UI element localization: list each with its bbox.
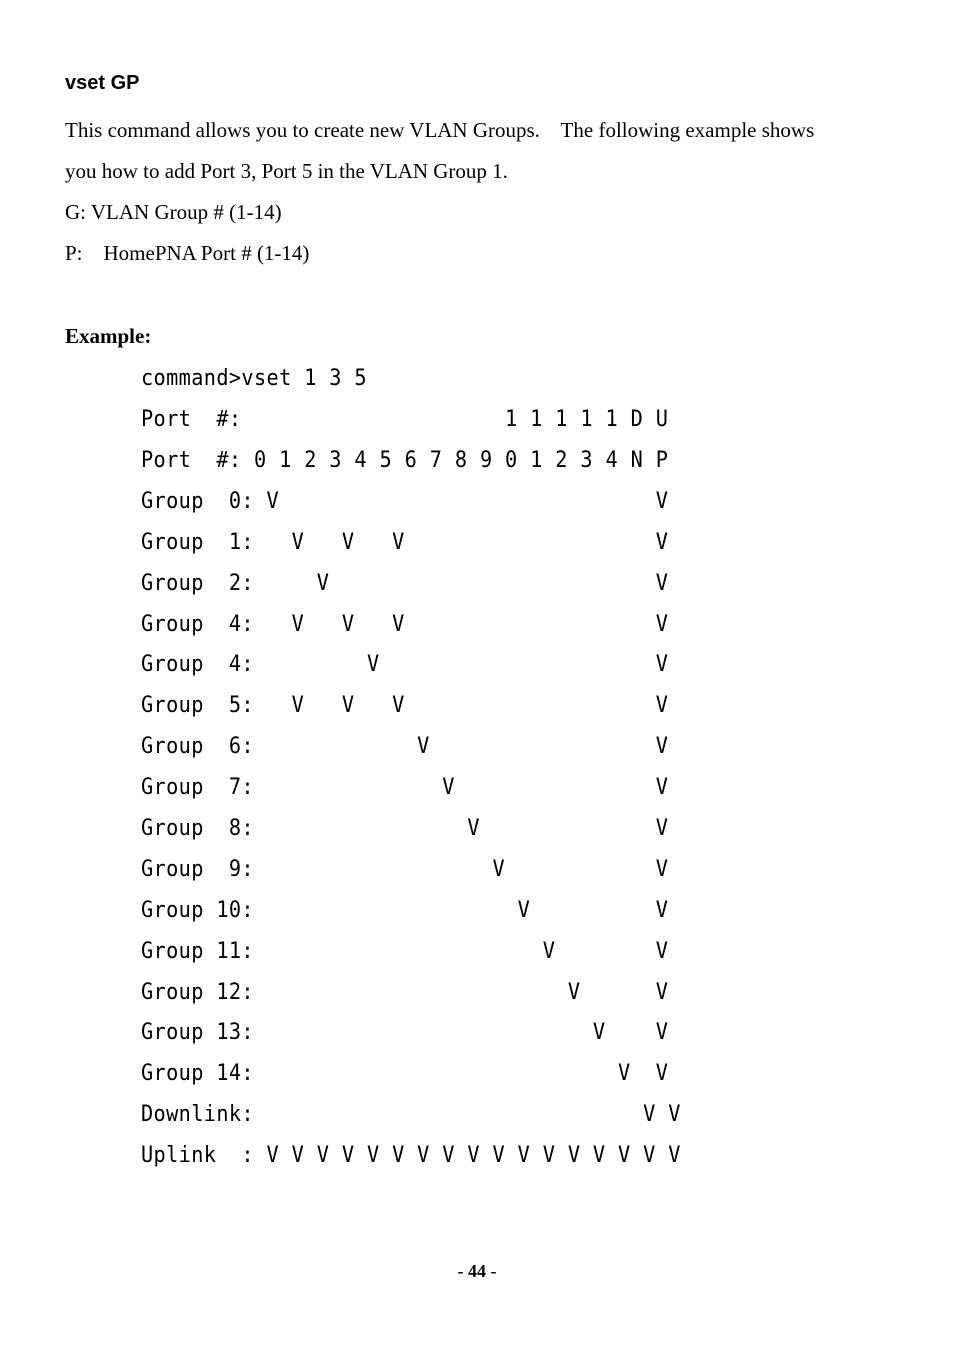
group-row: Group 6: V V (141, 734, 669, 759)
port-header-units: Port #: 0 1 2 3 4 5 6 7 8 9 0 1 2 3 4 N P (141, 448, 669, 473)
group-row: Group 14: V V (141, 1061, 669, 1086)
group-row: Group 8: V V (141, 816, 669, 841)
group-row: Group 9: V V (141, 857, 669, 882)
group-row: Group 5: V V V V (141, 693, 669, 718)
group-row: Group 11: V V (141, 939, 669, 964)
group-definition: G: VLAN Group # (1-14) (65, 200, 282, 224)
group-row: Group 12: V V (141, 980, 669, 1005)
group-row: Group 1: V V V V (141, 530, 669, 555)
uplink-row: Uplink : V V V V V V V V V V V V V V V V V (141, 1143, 681, 1168)
group-row: Group 7: V V (141, 775, 669, 800)
group-row: Group 0: V V (141, 489, 669, 514)
group-row: Group 4: V V (141, 652, 669, 677)
section-heading: vset GP (65, 72, 140, 94)
console-command: command>vset 1 3 5 (141, 366, 367, 391)
group-row: Group 2: V V (141, 571, 669, 596)
group-row: Group 10: V V (141, 898, 669, 923)
description-line-2: you how to add Port 3, Port 5 in the VLAN Group 1. (65, 159, 508, 183)
port-header-tens: Port #: 1 1 1 1 1 D U (141, 407, 669, 432)
example-label: Example: (65, 324, 152, 348)
downlink-row: Downlink: V V (141, 1102, 681, 1127)
group-row: Group 4: V V V V (141, 612, 669, 637)
page-number: - 44 - (457, 1261, 497, 1281)
description-line-1: This command allows you to create new VLAN Groups. The following example shows (65, 118, 815, 142)
group-row: Group 13: V V (141, 1020, 669, 1045)
port-definition: P: HomePNA Port # (1-14) (65, 241, 310, 265)
